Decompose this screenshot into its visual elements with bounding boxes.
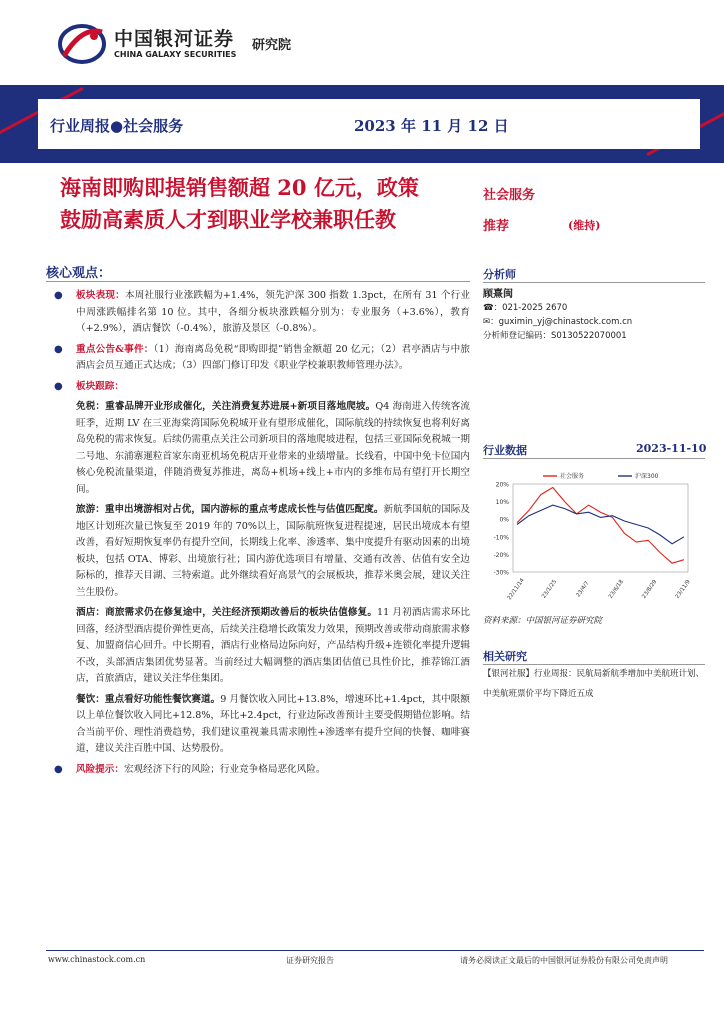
footer-label: 证券研究报告 [286,956,334,965]
analyst-title: 分析师 [483,268,516,281]
sub-text: 9 月餐饮收入同比+13.8%，增速环比+1.4pct，其中限额以上单位餐饮收入同比+12.8%，环比+2.4pct，行业边际改善预计主要受假期错位影响。结合当前平价、理性消费趋势，我们建议重视兼具需求刚性+渗透率有提升空间的快餐、咖啡赛道，建议关注百胜中国、达势股份。 [76,693,470,754]
bullet-label: 板块跟踪： [76,380,124,392]
bullet-label: 重点公告&事件： [76,343,154,355]
y-tick-label: 20% [495,481,509,489]
market-rule [483,458,705,459]
bullet-events [46,342,470,375]
rating-label: 推荐 [483,219,510,234]
analyst-email[interactable]: ✉：guximin_yj@chinastock.com.cn [483,317,633,327]
x-tick-label: 23/6/18 [607,579,625,600]
banner-panel [38,99,700,149]
core-body [46,288,470,782]
sub-label: 餐饮：重点看好功能性餐饮赛道。 [76,693,221,705]
sector-label: 社会服务 [483,188,536,203]
y-tick-label: 10% [495,499,509,507]
footer-rule [46,950,704,951]
report-type: 行业周报●社会服务 [50,117,184,135]
report-date: 2023 年 11 月 12 日 [354,117,509,135]
legend-label: 沪深300 [635,473,659,480]
sub-label: 酒店：商旅需求仍在修复途中，关注经济预期改善后的板块估值修复。 [76,607,378,618]
tracking-catering [46,692,470,758]
market-data-title: 行业数据 [483,444,527,457]
sub-text: 11 月初酒店需求环比回落，经济型酒店提价弹性更高，后续关注稳增长政策发力效果，预期改善或带动商旅需求修复、加盟商信心回升。中长期看，酒店行业格局边际向好，产品结构升级+连锁化率提升逻辑不改，头部酒店集团优势显著。当前经过大幅调整的酒店集团估值已具性价比，推荐锦江酒店，首旅酒店，建议关注华住集团。 [76,607,470,684]
y-tick-label: 0% [499,516,509,524]
bullet-dot-icon: ● [54,763,63,775]
sub-label: 旅游：重申出境游相对占优，国内游标的重点考虑成长性与估值匹配度。 [76,504,384,515]
institute-label: 研究院 [252,38,292,53]
x-tick-label: 23/8/29 [641,579,659,600]
market-line-chart [483,468,705,608]
bullet-dot-icon: ● [54,380,63,392]
report-title [60,172,470,236]
sub-text: Q4 海南进入传统客流旺季，近期 LV 在三亚海棠湾国际免税城开业有望形成催化，国际航线的持续恢复也将利好离岛免税的需求恢复。后续仍需重点关注公司新项目的落地爬坡进程，包括三亚国际免税城一期二号地、东浦寨暹粒首家东南亚机场免税店开业带来的业绩增量。长线看，中国中免卡位国内核心免税流量渠道，伴随消费复苏推进，离岛+机场+线上+市内的多维布局有望打开长期空间。 [76,401,470,495]
analyst-phone: ☎：021-2025 2670 [483,303,568,313]
bullet-tracking [46,379,470,396]
bullet-label: 板块表现： [76,290,125,301]
footer-disclaimer: 请务必阅读正文最后的中国银河证券股份有限公司免责声明 [460,956,668,965]
bullet-dot-icon: ● [54,290,63,301]
footer-url[interactable]: www.chinastock.com.cn [48,955,146,964]
x-tick-label: 23/11/9 [674,579,692,600]
core-heading [46,262,470,282]
rating-note: (维持) [568,219,601,232]
bullet-performance [46,288,470,338]
tracking-travel [46,502,470,601]
bullet-text: 宏观经济下行的风险；行业竞争格局恶化风险。 [123,763,326,775]
analyst-rule [483,282,705,283]
company-logo [56,20,316,70]
series-line-social-services [517,488,684,564]
related-title: 相关研究 [483,650,527,663]
x-tick-label: 23/1/25 [541,579,559,600]
y-tick-label: -30% [493,569,509,577]
title-line-1: 海南即购即提销售额超 20 亿元，政策 [60,175,419,200]
logo-chinese-name: 中国银河证券 [114,28,235,50]
bullet-text: （1）海南离岛免税“即购即提”销售金额超 20 亿元；（2）君亭酒店与中旅酒店会员互通正式达成；（3）四部门修订印发《职业学校兼职教师管理办法》。 [76,343,470,371]
analyst-cert: 分析师登记编码：S0130522070001 [483,331,627,341]
bullet-risk [46,762,470,779]
bullet-text: 本周社服行业涨跌幅为+1.4%，领先沪深 300 指数 1.3pct，在所有 31 个行业中周涨跌幅排名第 10 位。其中，各细分板块涨跌幅分别为：专业服务（+3.6%），教育（+2.9%），酒店餐饮（-0.4%），旅游及景区（-0.8%）。 [76,290,470,334]
related-research[interactable]: 【银河社服】行业周报：民航局新航季增加中美航班计划、中美航班票价平均下降近五成 [483,669,705,699]
bullet-label: 风险提示： [76,763,124,775]
legend-label: 社会服务 [560,473,585,480]
tracking-dutyfree [46,399,470,498]
analyst-name: 顾熹闽 [483,289,513,300]
title-line-2: 鼓励高素质人才到职业学校兼职任教 [60,207,396,232]
sub-label: 免税：重睿品牌开业形成催化，关注消费复苏进展+新项目落地爬坡。 [76,401,376,412]
tracking-hotel [46,605,470,688]
chart-source: 资料来源：中国银河证券研究院 [483,616,603,626]
series-line-csi300 [517,505,684,544]
x-tick-label: 23/4/7 [575,580,591,599]
report-banner [0,85,724,163]
market-data-date: 2023-11-10 [636,442,707,455]
galaxy-logo-icon [56,22,106,66]
y-tick-label: -10% [493,534,509,542]
x-tick-label: 22/11/14 [506,577,526,602]
y-tick-label: -20% [493,551,509,559]
sub-text: 新航季国航的国际及地区计划班次量已恢复至 2019 年的 70%以上，国际航班恢复进程提速，居民出境成本有望改善，看好短期恢复率仍有提升空间，长期线上化率、渗透率、集中度提升有驱动因素的出境板块，包括 OTA、博彩、出境旅行社；国内游优选项目有增量、交通有改善、估值有安全边际标的，推荐天目湖、三特索道。此外继续看好高景气的会展板块，推荐米奥会展，建议关注兰生股份。 [76,504,471,598]
bullet-dot-icon: ● [54,343,63,355]
logo-english-name: CHINA GALAXY SECURITIES [114,50,237,59]
core-heading-text: 核心观点： [46,266,112,281]
